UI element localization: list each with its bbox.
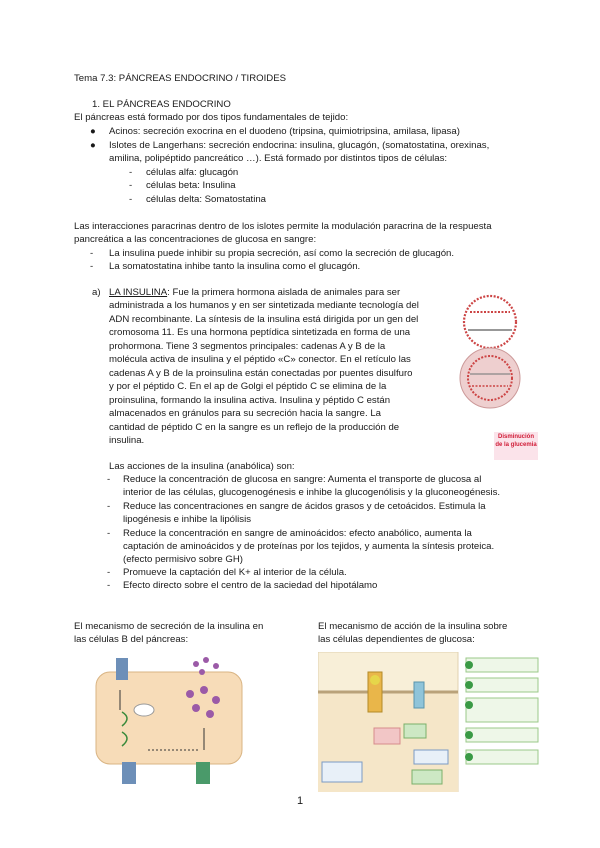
proinsulin-chain-top [464,296,516,348]
fig-right-caption: las células dependientes de glucosa: [318,634,475,645]
section-heading: 1. EL PÁNCREAS ENDOCRINO [92,99,231,110]
tissue-item: Islotes de Langerhans: secreción endocrina: insulina, glucagón, (somatostatina, orexinas, [109,140,490,151]
dash-icon: - [107,474,111,485]
page-number: 1 [296,795,304,807]
insulin-action-figure [318,652,540,792]
action-item: Promueve la captación del K+ al interior de la célula. [123,567,347,578]
insulin-heading: LA INSULINA [109,287,168,298]
insulin-line: cantidad de péptido C en la sangre es un reflejo de la producción de [109,422,400,433]
beta-cell-secretion-figure [78,650,258,795]
fig-left-caption: El mecanismo de secreción de la insulina en [74,621,264,632]
paracrine-text: pancreática a las concentraciones de glucosa en sangre: [74,234,317,245]
action-item: captación de aminoácidos y de proteínas por los tejidos, y aumenta la síntesis proteica. [123,541,495,552]
dash-icon: - [107,501,111,512]
insulin-line: cromosoma 11. Es una hormona peptídica sintetizada en forma de una [109,327,411,338]
insulin-line: : Fue la primera hormona aislada de animales para ser [167,287,401,298]
action-item: Efecto directo sobre el centro de la saciedad del hipotálamo [123,580,378,591]
paracrine-item: La insulina puede inhibir su propia secreción, así como la secreción de glucagón. [109,248,455,259]
insulin-line: prohormona. Tiene 3 segmentos principales: cadenas A y B de la [109,341,386,352]
calcium-channel [196,762,210,784]
insulin-line: ADN recombinante. La síntesis de la insulina está dirigida por un gen del [109,314,419,325]
mitochondrion [134,704,154,716]
glycemia-callout: Disminución de la glucemia [494,432,538,460]
dash-icon: - [107,528,111,539]
insulin-line: administrada a los humanos y en ser sintetizada mediante tecnología del [109,300,419,311]
dash-icon: - [129,180,133,191]
insulin-granule [186,690,194,698]
fig-right-caption: El mecanismo de acción de la insulina sobre [318,621,508,632]
tissue-item: amilina, polipéptido pancreático …). Está formado por distintos tipos de células: [109,153,448,164]
action-item: (efecto permisivo sobre GH) [123,554,243,565]
dash-icon: - [129,194,133,205]
action-item: Reduce la concentración en sangre de aminoácidos: efecto anabólico, aumenta la [123,528,472,539]
dash-icon: - [90,261,94,272]
dash-icon: - [129,167,133,178]
tissue-item: Acinos: secreción exocrina en el duodeno (tripsina, quimiotripsina, amilasa, lipasa) [109,126,460,137]
paracrine-item: La somatostatina inhibe tanto la insulina como el glucagón. [109,261,361,272]
bullet-icon: ● [90,126,96,137]
proinsulin-figure [440,290,540,430]
insulin-line: proinsulina, formando la insulina activa. Insulina y péptido C están [109,395,391,406]
dash-icon: - [107,580,111,591]
paracrine-text: Las interacciones paracrinas dentro de los islotes permite la modulación paracrina de la respuesta [74,221,492,232]
fig-left-caption: las células B del páncreas: [74,634,189,645]
step-box [466,658,538,672]
insulin-line: almacenados en gránulos para su secreción hacia la sangre. La [109,408,381,419]
cell-type: células delta: Somatostatina [146,194,266,205]
cell-type: células alfa: glucagón [146,167,239,178]
dash-icon: - [107,567,111,578]
bullet-icon: ● [90,140,96,151]
katp-channel [122,762,136,784]
insulin-line: molécula activa de insulina y el péptido «C» conector. En el retículo las [109,354,411,365]
cell-type: células beta: Insulina [146,180,236,191]
insulin-line: insulina. [109,435,145,446]
action-item: interior de las células, glucogenogénesis e inhibe la glucogenólisis y la gluconeogénesis. [123,487,501,498]
glucose-transporter [116,658,122,680]
action-item: Reduce la concentración de glucosa en sangre: Aumenta el transporte de glucosa al [123,474,482,485]
list-marker: a) [92,287,101,298]
intro-text: El páncreas está formado por dos tipos fundamentales de tejido: [74,112,349,123]
actions-intro: Las acciones de la insulina (anabólica) son: [109,461,295,472]
dash-icon: - [90,248,94,259]
insulin-line: cadenas A y B de la proinsulina están conectadas por puentes disulfuro [109,368,413,379]
glut4-transporter [414,682,424,708]
insulin-line: y por el péptido C. En el ap de Golgi el péptido C se elimina de la [109,381,387,392]
insulin-paragraph [109,286,400,300]
page-title: Tema 7.3: PÁNCREAS ENDOCRINO / TIROIDES [74,73,286,84]
action-item: Reduce las concentraciones en sangre de ácidos grasos y de cetoácidos. Estimula la [123,501,486,512]
action-item: lipogénesis e inhibe la lipólisis [123,514,251,525]
